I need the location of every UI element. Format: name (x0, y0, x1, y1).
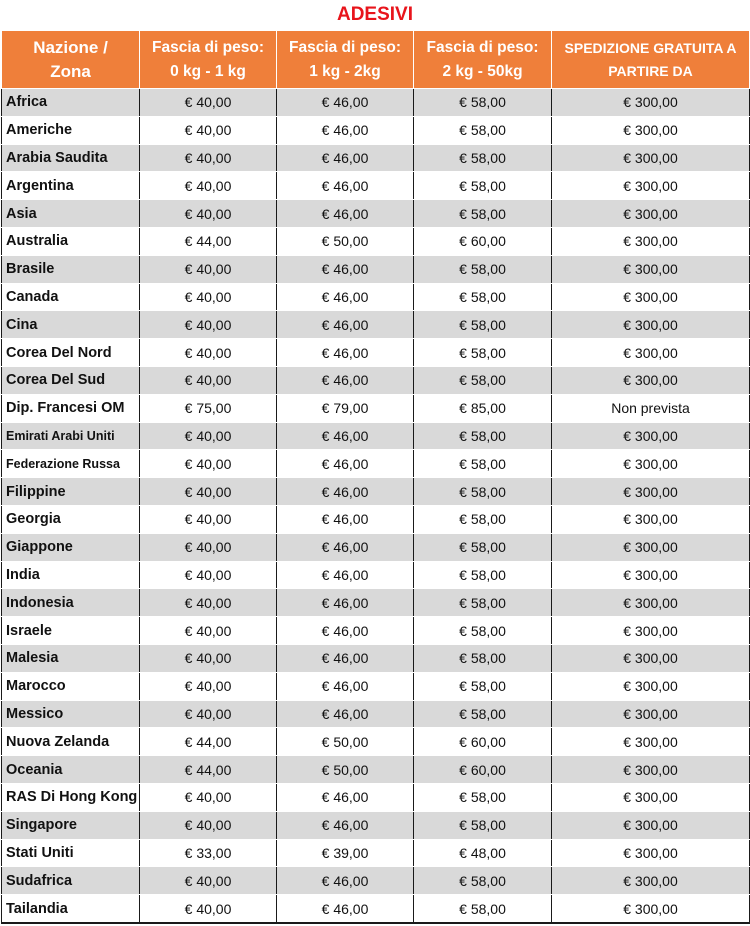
nation-cell: RAS Di Hong Kong (2, 783, 140, 811)
table-row (2, 422, 750, 450)
nation-cell: Sudafrica (2, 867, 140, 895)
nation-cell: Israele (2, 617, 140, 645)
rate-1-2kg-cell: € 46,00 (277, 895, 414, 923)
rate-1-2kg-cell: € 46,00 (277, 700, 414, 728)
free-shipping-threshold-cell: € 300,00 (552, 311, 750, 339)
rate-1-2kg-cell: € 46,00 (277, 450, 414, 478)
rate-2-50kg-cell: € 58,00 (414, 700, 552, 728)
free-shipping-threshold-cell: € 300,00 (552, 756, 750, 784)
header-nation-line2: Zona (50, 61, 91, 81)
rate-1-2kg-cell: € 46,00 (277, 589, 414, 617)
free-shipping-threshold-cell: € 300,00 (552, 867, 750, 895)
free-shipping-threshold-cell: € 300,00 (552, 450, 750, 478)
rate-1-2kg-cell: € 46,00 (277, 422, 414, 450)
table-row (2, 672, 750, 700)
table-row (2, 839, 750, 867)
rate-1-2kg-cell: € 46,00 (277, 89, 414, 117)
nation-cell: Indonesia (2, 589, 140, 617)
rate-1-2kg-cell: € 39,00 (277, 839, 414, 867)
rate-1-2kg-cell: € 46,00 (277, 533, 414, 561)
nation-cell: Stati Uniti (2, 839, 140, 867)
rate-2-50kg-cell: € 85,00 (414, 394, 552, 422)
table-row (2, 895, 750, 923)
rate-1-2kg-cell: € 50,00 (277, 227, 414, 255)
table-row (2, 728, 750, 756)
header-weight-0-1 (140, 31, 277, 89)
free-shipping-threshold-cell: € 300,00 (552, 478, 750, 506)
header-free-shipping (552, 31, 750, 89)
header-weight-1-2-line1: Fascia di peso: (289, 38, 401, 56)
rate-0-1kg-cell: € 40,00 (140, 895, 277, 923)
free-shipping-threshold-cell: € 300,00 (552, 116, 750, 144)
table-row (2, 811, 750, 839)
rate-2-50kg-cell: € 58,00 (414, 561, 552, 589)
table-row (2, 700, 750, 728)
free-shipping-threshold-cell: € 300,00 (552, 728, 750, 756)
table-row (2, 116, 750, 144)
rate-1-2kg-cell: € 46,00 (277, 644, 414, 672)
table-row (2, 533, 750, 561)
rate-2-50kg-cell: € 60,00 (414, 728, 552, 756)
rate-0-1kg-cell: € 40,00 (140, 89, 277, 117)
table-row (2, 450, 750, 478)
header-nation-line1: Nazione / (33, 37, 108, 57)
rate-0-1kg-cell: € 40,00 (140, 700, 277, 728)
nation-cell: Emirati Arabi Uniti (2, 422, 140, 450)
nation-cell: Georgia (2, 505, 140, 533)
rate-1-2kg-cell: € 50,00 (277, 728, 414, 756)
rate-2-50kg-cell: € 58,00 (414, 672, 552, 700)
rate-2-50kg-cell: € 58,00 (414, 89, 552, 117)
header-weight-1-2-line2: 1 kg - 2kg (309, 62, 381, 80)
rate-0-1kg-cell: € 40,00 (140, 422, 277, 450)
free-shipping-threshold-cell: € 300,00 (552, 811, 750, 839)
nation-cell: Messico (2, 700, 140, 728)
rate-2-50kg-cell: € 58,00 (414, 811, 552, 839)
rate-1-2kg-cell: € 46,00 (277, 339, 414, 367)
rate-0-1kg-cell: € 33,00 (140, 839, 277, 867)
nation-cell: Filippine (2, 478, 140, 506)
nation-cell: Giappone (2, 533, 140, 561)
table-row (2, 283, 750, 311)
rate-0-1kg-cell: € 40,00 (140, 200, 277, 228)
nation-cell: India (2, 561, 140, 589)
header-weight-2-50-line1: Fascia di peso: (426, 38, 539, 56)
rate-1-2kg-cell: € 46,00 (277, 144, 414, 172)
rate-1-2kg-cell: € 46,00 (277, 172, 414, 200)
rate-2-50kg-cell: € 58,00 (414, 366, 552, 394)
rate-2-50kg-cell: € 58,00 (414, 172, 552, 200)
rate-2-50kg-cell: € 58,00 (414, 450, 552, 478)
rate-0-1kg-cell: € 40,00 (140, 783, 277, 811)
rate-2-50kg-cell: € 58,00 (414, 617, 552, 645)
rate-0-1kg-cell: € 44,00 (140, 227, 277, 255)
rate-2-50kg-cell: € 58,00 (414, 644, 552, 672)
shipping-rates-table (1, 30, 750, 924)
rate-0-1kg-cell: € 40,00 (140, 339, 277, 367)
rate-0-1kg-cell: € 40,00 (140, 533, 277, 561)
free-shipping-threshold-cell: € 300,00 (552, 533, 750, 561)
rate-2-50kg-cell: € 48,00 (414, 839, 552, 867)
rate-2-50kg-cell: € 58,00 (414, 589, 552, 617)
free-shipping-threshold-cell: € 300,00 (552, 339, 750, 367)
rate-1-2kg-cell: € 46,00 (277, 478, 414, 506)
table-row (2, 339, 750, 367)
free-shipping-threshold-cell: € 300,00 (552, 589, 750, 617)
table-body (2, 89, 750, 923)
table-row (2, 783, 750, 811)
rate-0-1kg-cell: € 40,00 (140, 561, 277, 589)
nation-cell: Arabia Saudita (2, 144, 140, 172)
header-weight-0-1-line1: Fascia di peso: (152, 38, 264, 56)
table-row (2, 867, 750, 895)
free-shipping-threshold-cell: € 300,00 (552, 366, 750, 394)
rate-0-1kg-cell: € 40,00 (140, 311, 277, 339)
table-row (2, 617, 750, 645)
rate-0-1kg-cell: € 40,00 (140, 450, 277, 478)
table-row (2, 505, 750, 533)
rate-2-50kg-cell: € 60,00 (414, 227, 552, 255)
rate-2-50kg-cell: € 58,00 (414, 422, 552, 450)
rate-2-50kg-cell: € 58,00 (414, 144, 552, 172)
table-row (2, 255, 750, 283)
nation-cell: Oceania (2, 756, 140, 784)
rate-1-2kg-cell: € 46,00 (277, 672, 414, 700)
nation-cell: Malesia (2, 644, 140, 672)
header-weight-2-50 (414, 31, 552, 89)
table-row (2, 644, 750, 672)
nation-cell: Canada (2, 283, 140, 311)
rate-2-50kg-cell: € 58,00 (414, 311, 552, 339)
rate-0-1kg-cell: € 40,00 (140, 672, 277, 700)
nation-cell: Asia (2, 200, 140, 228)
rate-1-2kg-cell: € 46,00 (277, 617, 414, 645)
table-header-row (2, 31, 750, 89)
header-nation-zone (2, 31, 140, 89)
rate-2-50kg-cell: € 58,00 (414, 200, 552, 228)
rate-0-1kg-cell: € 40,00 (140, 255, 277, 283)
free-shipping-threshold-cell: € 300,00 (552, 783, 750, 811)
free-shipping-threshold-cell: € 300,00 (552, 255, 750, 283)
rate-2-50kg-cell: € 58,00 (414, 255, 552, 283)
free-shipping-threshold-cell: € 300,00 (552, 839, 750, 867)
header-weight-2-50-line2: 2 kg - 50kg (442, 62, 523, 80)
rate-1-2kg-cell: € 46,00 (277, 366, 414, 394)
rate-1-2kg-cell: € 46,00 (277, 283, 414, 311)
rate-1-2kg-cell: € 46,00 (277, 561, 414, 589)
table-row (2, 756, 750, 784)
nation-cell: Cina (2, 311, 140, 339)
rate-2-50kg-cell: € 58,00 (414, 339, 552, 367)
nation-cell: Africa (2, 89, 140, 117)
rate-0-1kg-cell: € 40,00 (140, 172, 277, 200)
rate-1-2kg-cell: € 46,00 (277, 811, 414, 839)
rate-0-1kg-cell: € 40,00 (140, 505, 277, 533)
rate-0-1kg-cell: € 44,00 (140, 728, 277, 756)
nation-cell: Dip. Francesi OM (2, 394, 140, 422)
rate-1-2kg-cell: € 46,00 (277, 311, 414, 339)
table-row (2, 311, 750, 339)
rate-1-2kg-cell: € 46,00 (277, 255, 414, 283)
nation-cell: Singapore (2, 811, 140, 839)
rate-1-2kg-cell: € 46,00 (277, 116, 414, 144)
rate-0-1kg-cell: € 75,00 (140, 394, 277, 422)
rate-2-50kg-cell: € 58,00 (414, 895, 552, 923)
free-shipping-threshold-cell: € 300,00 (552, 617, 750, 645)
header-free-shipping-line2: PARTIRE DA (608, 62, 693, 79)
rate-0-1kg-cell: € 40,00 (140, 478, 277, 506)
rate-0-1kg-cell: € 40,00 (140, 144, 277, 172)
rate-0-1kg-cell: € 40,00 (140, 589, 277, 617)
nation-cell: Argentina (2, 172, 140, 200)
nation-cell: Federazione Russa (2, 450, 140, 478)
rate-2-50kg-cell: € 58,00 (414, 867, 552, 895)
free-shipping-threshold-cell: € 300,00 (552, 227, 750, 255)
table-row (2, 200, 750, 228)
rate-2-50kg-cell: € 58,00 (414, 478, 552, 506)
header-free-shipping-line1: SPEDIZIONE GRATUITA A (564, 39, 737, 56)
rate-0-1kg-cell: € 40,00 (140, 811, 277, 839)
table-row (2, 144, 750, 172)
rate-1-2kg-cell: € 79,00 (277, 394, 414, 422)
nation-cell: Marocco (2, 672, 140, 700)
rate-2-50kg-cell: € 58,00 (414, 533, 552, 561)
rate-2-50kg-cell: € 58,00 (414, 505, 552, 533)
free-shipping-threshold-cell: € 300,00 (552, 200, 750, 228)
rate-0-1kg-cell: € 40,00 (140, 867, 277, 895)
nation-cell: Americhe (2, 116, 140, 144)
rate-1-2kg-cell: € 46,00 (277, 505, 414, 533)
nation-cell: Australia (2, 227, 140, 255)
rate-0-1kg-cell: € 40,00 (140, 366, 277, 394)
free-shipping-threshold-cell: € 300,00 (552, 283, 750, 311)
table-row (2, 561, 750, 589)
rate-2-50kg-cell: € 58,00 (414, 283, 552, 311)
rate-2-50kg-cell: € 58,00 (414, 783, 552, 811)
rate-0-1kg-cell: € 40,00 (140, 617, 277, 645)
nation-cell: Tailandia (2, 895, 140, 923)
rate-1-2kg-cell: € 46,00 (277, 200, 414, 228)
rate-1-2kg-cell: € 46,00 (277, 867, 414, 895)
free-shipping-threshold-cell: € 300,00 (552, 644, 750, 672)
free-shipping-threshold-cell: € 300,00 (552, 89, 750, 117)
free-shipping-threshold-cell: € 300,00 (552, 422, 750, 450)
rate-1-2kg-cell: € 46,00 (277, 783, 414, 811)
rate-0-1kg-cell: € 40,00 (140, 644, 277, 672)
header-weight-0-1-line2: 0 kg - 1 kg (170, 62, 246, 80)
free-shipping-threshold-cell: € 300,00 (552, 144, 750, 172)
header-weight-1-2 (277, 31, 414, 89)
table-row (2, 394, 750, 422)
table-row (2, 478, 750, 506)
free-shipping-threshold-cell: Non prevista (552, 394, 750, 422)
page-title: ADESIVI (336, 4, 414, 25)
table-row (2, 172, 750, 200)
rate-2-50kg-cell: € 60,00 (414, 756, 552, 784)
table-row (2, 227, 750, 255)
rate-2-50kg-cell: € 58,00 (414, 116, 552, 144)
table-row (2, 89, 750, 117)
nation-cell: Corea Del Nord (2, 339, 140, 367)
table-row (2, 366, 750, 394)
free-shipping-threshold-cell: € 300,00 (552, 700, 750, 728)
nation-cell: Brasile (2, 255, 140, 283)
rate-1-2kg-cell: € 50,00 (277, 756, 414, 784)
nation-cell: Nuova Zelanda (2, 728, 140, 756)
rate-0-1kg-cell: € 40,00 (140, 116, 277, 144)
free-shipping-threshold-cell: € 300,00 (552, 505, 750, 533)
table-row (2, 589, 750, 617)
nation-cell: Corea Del Sud (2, 366, 140, 394)
rate-0-1kg-cell: € 40,00 (140, 283, 277, 311)
free-shipping-threshold-cell: € 300,00 (552, 561, 750, 589)
free-shipping-threshold-cell: € 300,00 (552, 672, 750, 700)
rate-0-1kg-cell: € 44,00 (140, 756, 277, 784)
free-shipping-threshold-cell: € 300,00 (552, 172, 750, 200)
free-shipping-threshold-cell: € 300,00 (552, 895, 750, 923)
